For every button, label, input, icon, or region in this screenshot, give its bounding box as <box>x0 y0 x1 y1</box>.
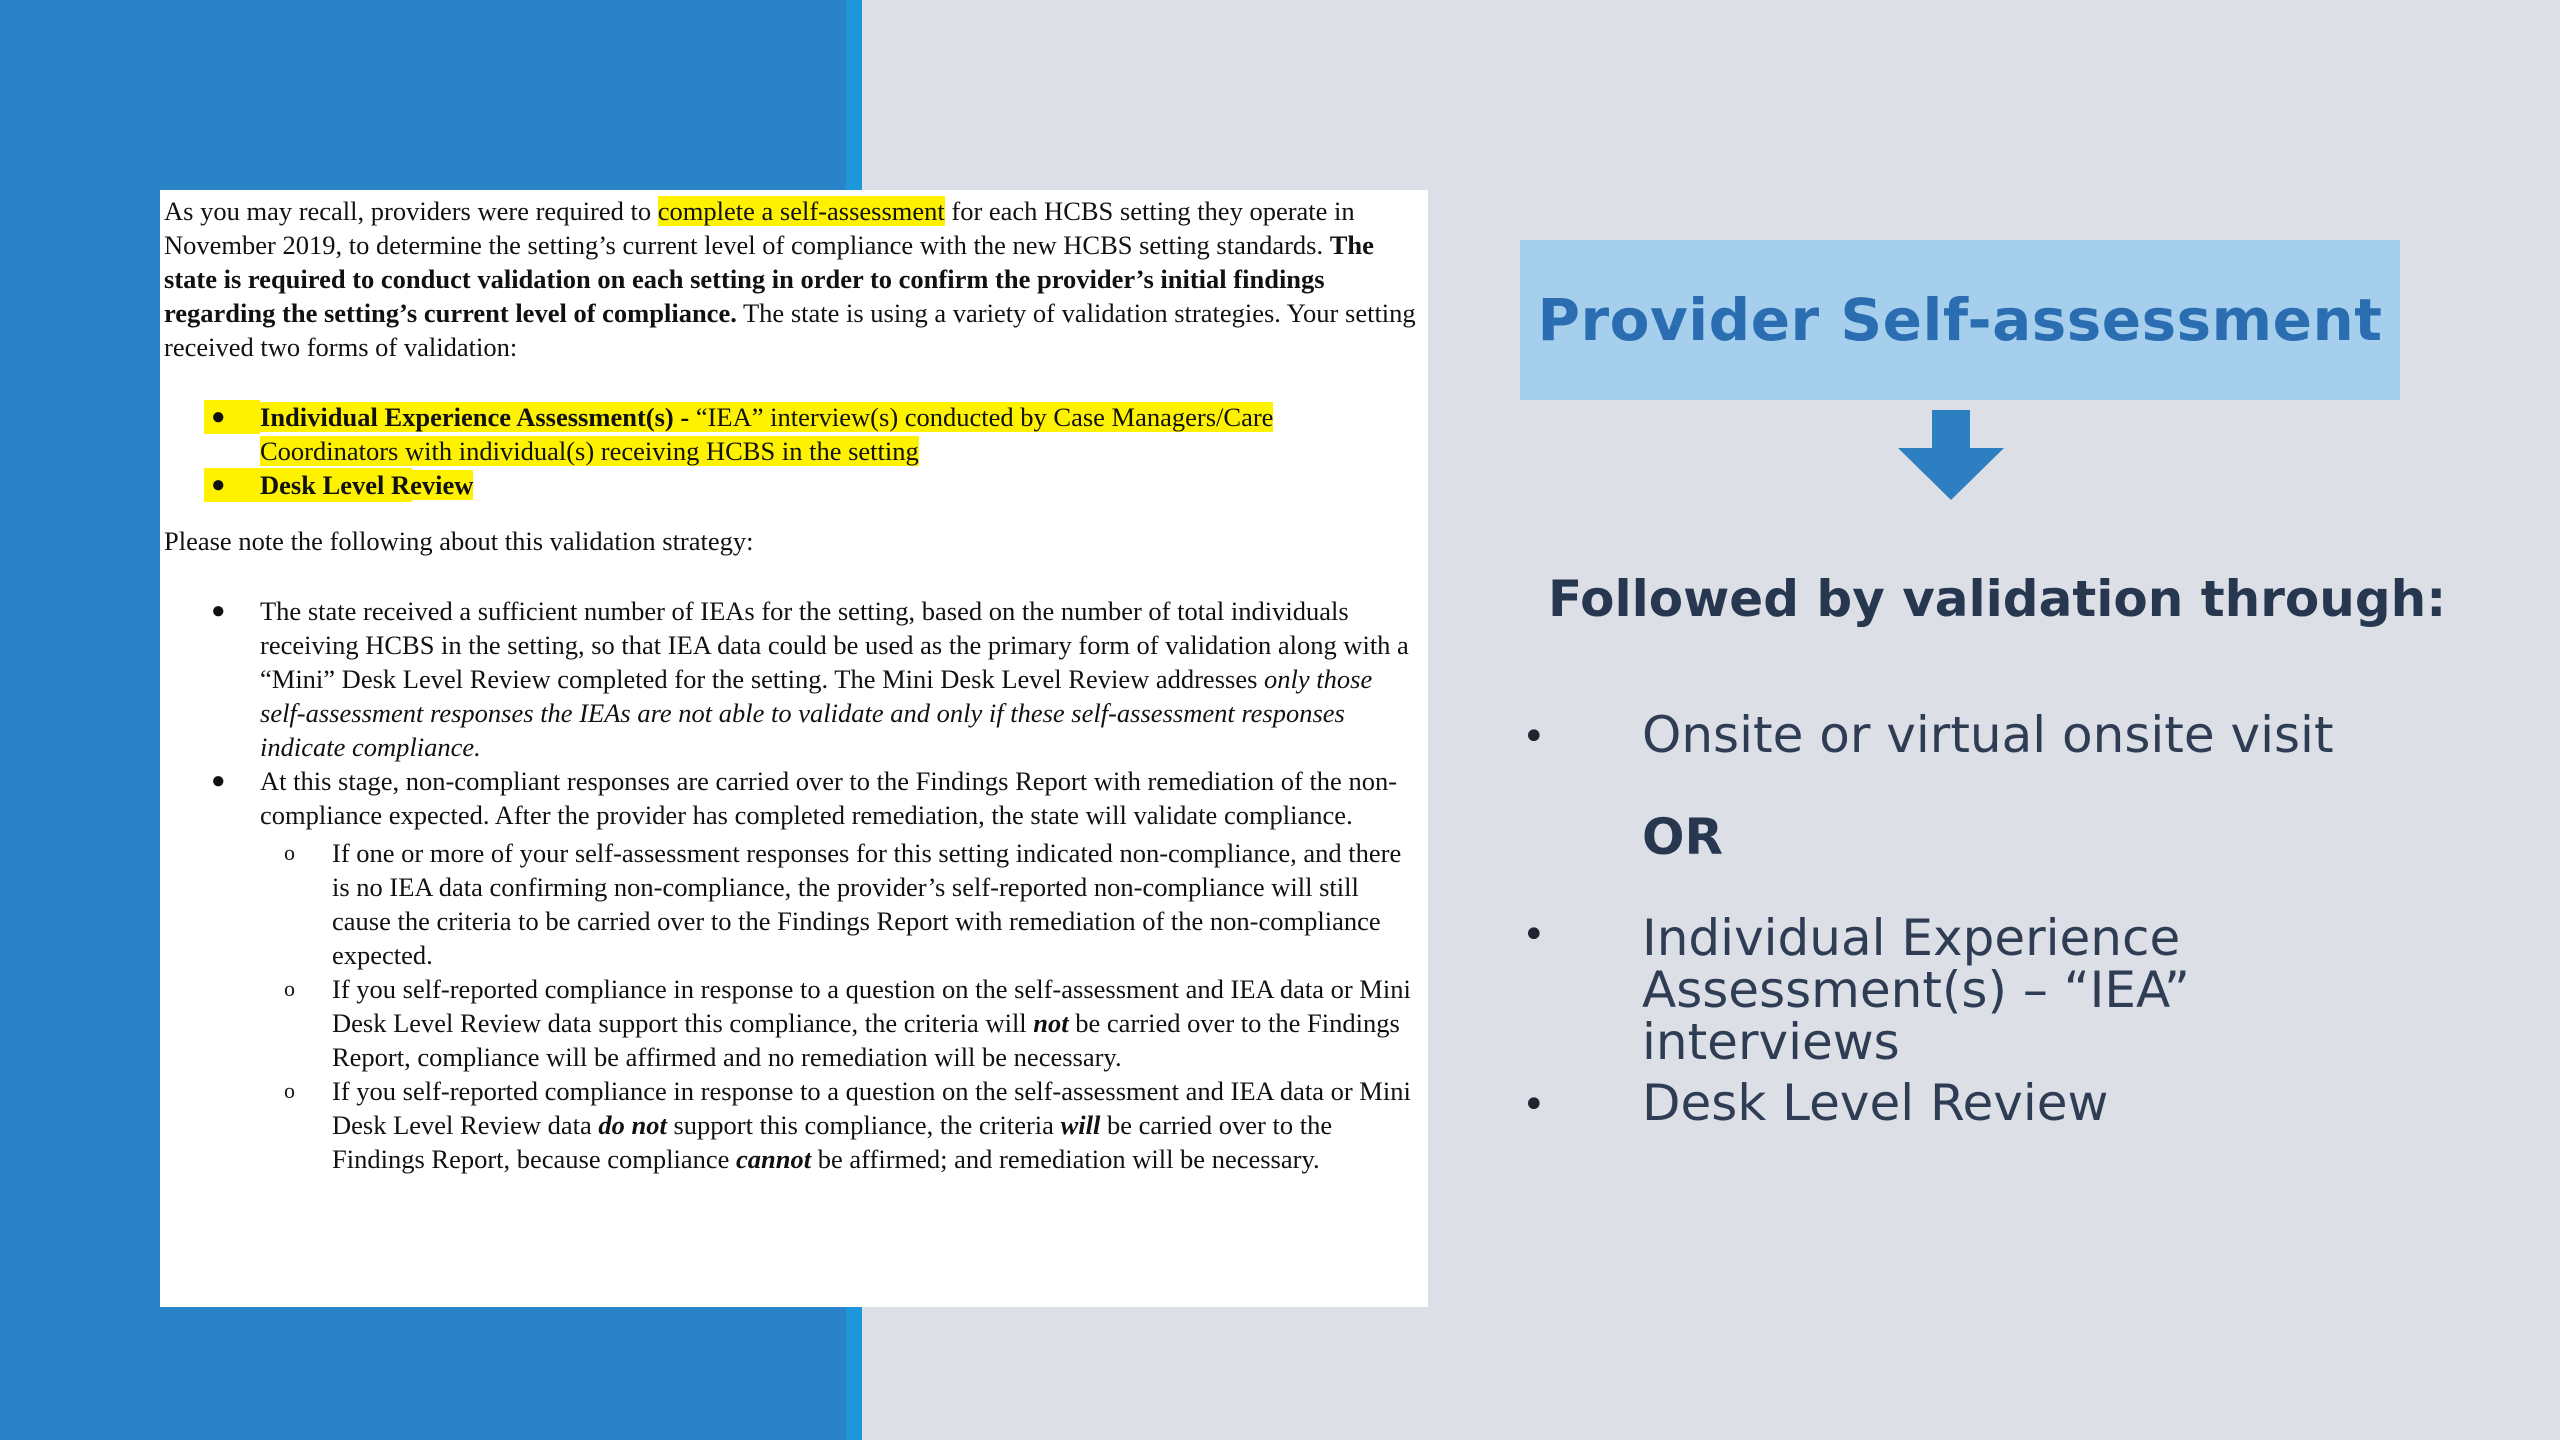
highlighted-phrase: complete a self-assessment <box>657 196 945 226</box>
notes-list <box>164 594 1416 832</box>
bullet-icon: ● <box>211 472 226 498</box>
sub-notes-list <box>164 836 1416 1176</box>
slide-title-box <box>1520 240 2400 400</box>
circle-bullet-icon: o <box>284 1078 295 1103</box>
list-item: ● The state received a sufficient number of IEAs for the setting, based on the number of total individuals receiving HCBS in the setting, so that IEA data could be used as the primary form of validation along with a “Mini” Desk Level Review completed for the setting. The Mini Desk Level Review addresses only those self-assessment responses the IEAs are not able to validate and only if these self-assessment responses indicate compliance. <box>211 596 1409 762</box>
option-onsite-visit: Onsite or virtual onsite visit <box>1642 706 2334 764</box>
slide-title: Provider Self-assessment <box>1537 286 2383 354</box>
bullet-icon: • <box>1522 1082 1546 1128</box>
bullet-icon: • <box>1522 714 1546 760</box>
validation-forms-list <box>164 400 1416 502</box>
bullet-icon: ● <box>211 598 226 624</box>
list-item: ● Individual Experience Assessment(s) - “IEA” interview(s) conducted by Case Managers/Care Coordinators with individual(s) receiving HCBS in the setting <box>164 400 1416 468</box>
or-label: OR <box>1642 808 1724 866</box>
bullet-icon: • <box>1522 912 1546 958</box>
bullet-icon: ● <box>211 768 226 794</box>
option-desk-level-review: Desk Level Review <box>1642 1074 2109 1132</box>
option-iea-interviews: Individual Experience Assessment(s) – “IEA” interviews <box>1642 909 2190 1071</box>
list-item: ● At this stage, non-compliant responses are carried over to the Findings Report with remediation of the non-compliance expected. After the provider has completed remediation, the state will validate compliance. <box>211 766 1398 830</box>
list-item: ● Desk Level Review <box>164 468 1416 502</box>
bullet-icon: ● <box>211 404 226 430</box>
followed-by-heading: Followed by validation through: <box>1548 570 2447 628</box>
circle-bullet-icon: o <box>284 840 295 865</box>
intro-paragraph: As you may recall, providers were required to complete a self-assessment for each HCBS setting they operate in November 2019, to determine the setting’s current level of compliance with the new HCBS setting standards. The state is required to conduct validation on each setting in order to confirm the provider’s initial findings regarding the setting’s current level of compliance. The state is using a variety of validation strategies. Your setting received two forms of validation: <box>164 196 1416 362</box>
note-paragraph: Please note the following about this validation strategy: <box>164 526 754 556</box>
down-arrow-icon <box>1898 410 2004 500</box>
circle-bullet-icon: o <box>284 976 295 1001</box>
list-item: o If one or more of your self-assessment responses for this setting indicated non-compliance, and there is no IEA data confirming non-compliance, the provider’s self-reported non-compliance will still cause the criteria to be carried over to the Findings Report with remediation of the non-compliance expected. <box>284 838 1402 970</box>
list-item: o If you self-reported compliance in response to a question on the self-assessment and IEA data or Mini Desk Level Review data do not support this compliance, the criteria will be carried over to the Findings Report, because compliance cannot be affirmed; and remediation will be necessary. <box>284 1076 1411 1174</box>
bold-requirement: The state is required to conduct validation on each setting in order to confirm the provider’s initial findings regarding the setting’s current level of compliance. <box>164 230 1374 328</box>
document-excerpt <box>160 190 1428 1307</box>
list-item: o If you self-reported compliance in response to a question on the self-assessment and IEA data or Mini Desk Level Review data support this compliance, the criteria will not be carried over to the Findings Report, compliance will be affirmed and no remediation will be necessary. <box>284 974 1411 1072</box>
